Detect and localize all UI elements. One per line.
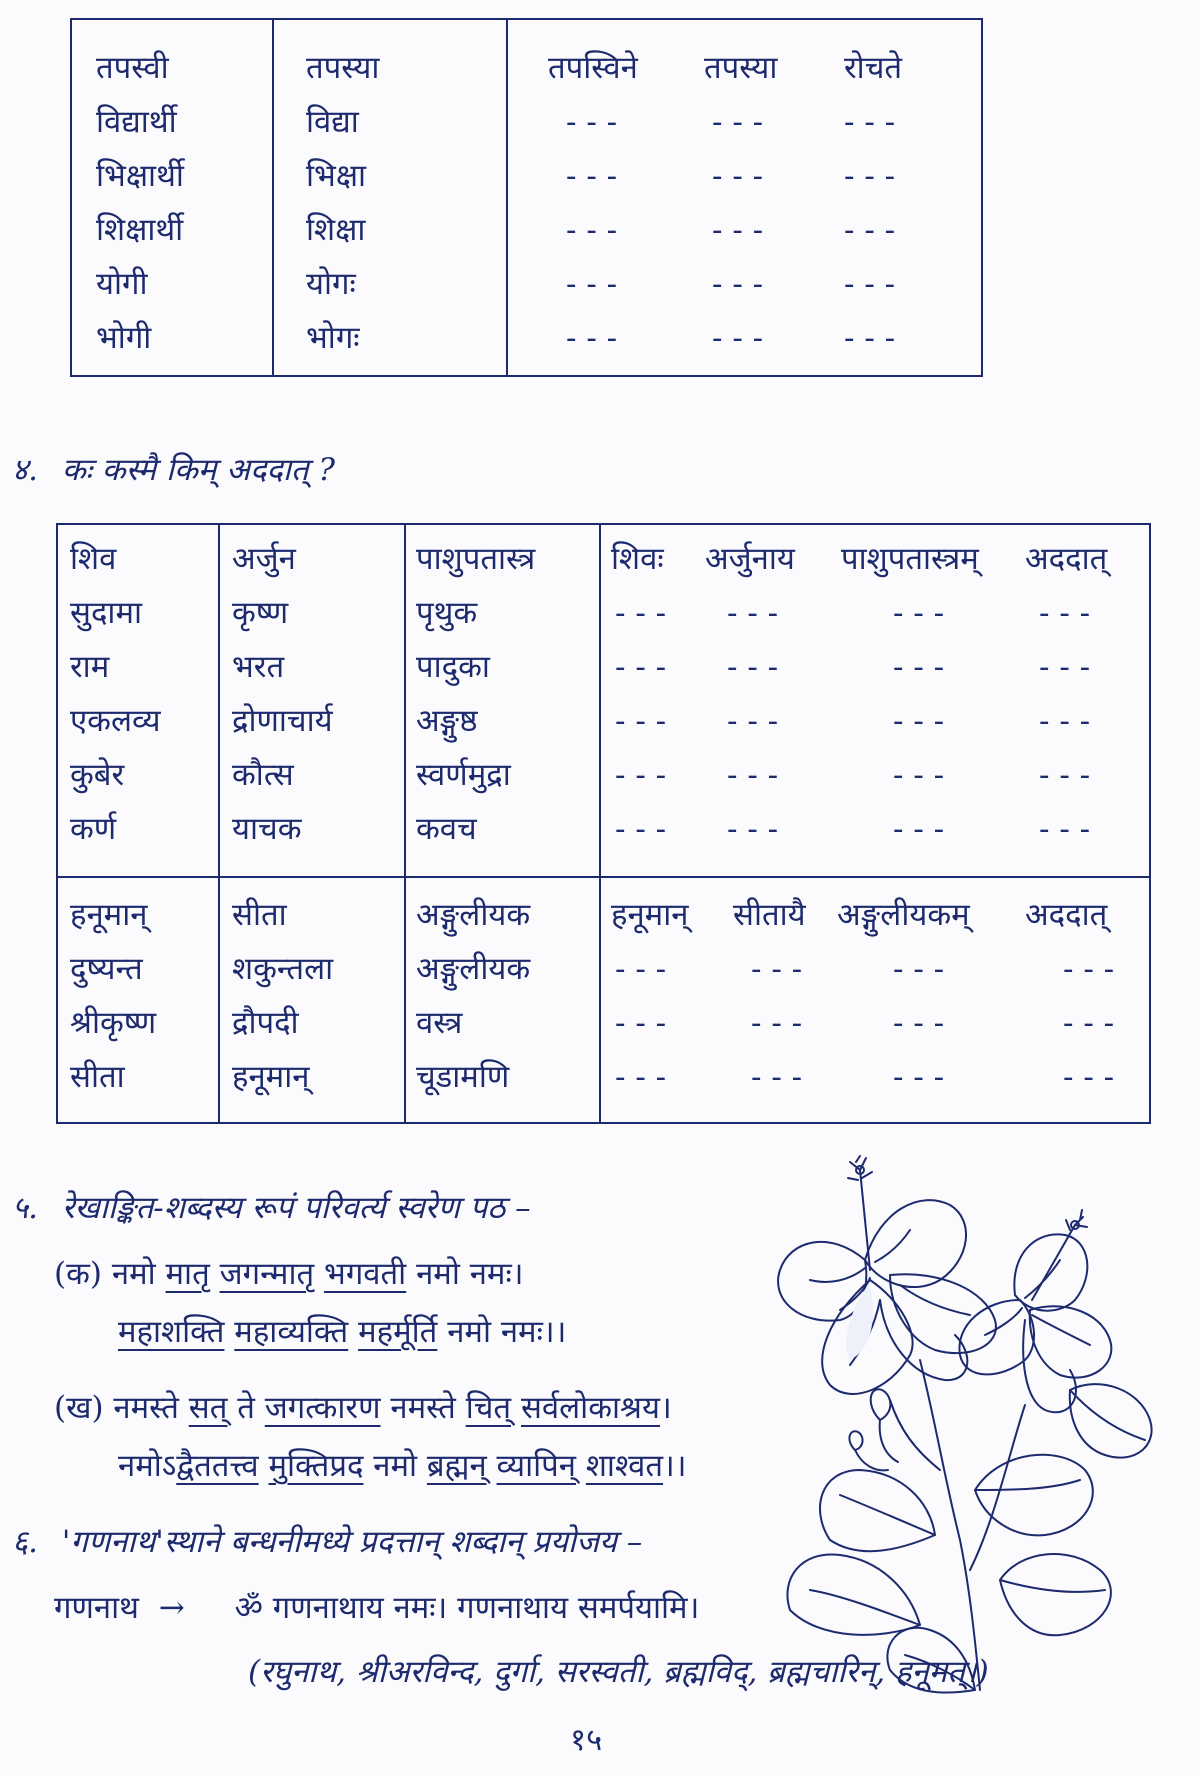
blank: - - - (751, 1059, 803, 1095)
list-item: एकलव्य (70, 703, 161, 739)
blank: - - - (893, 1059, 945, 1095)
blank: - - - (1063, 1059, 1115, 1095)
arrow-right-icon: → (158, 1590, 185, 1626)
blank: - - - (566, 212, 618, 248)
t2-col4 (600, 524, 1150, 1123)
verse-label: (ख) (54, 1390, 104, 1426)
blank: - - - (844, 104, 896, 140)
verse-text: ते (227, 1390, 265, 1426)
list-item: कौत्स (232, 757, 294, 793)
blank: - - - (893, 595, 945, 631)
list-item: द्रौपदी (232, 1005, 299, 1041)
blank: - - - (712, 104, 764, 140)
example-word: अददात् (1025, 897, 1108, 933)
underlined-word: मुक्तिप्रद (268, 1448, 364, 1484)
t2-col3 (405, 524, 600, 1123)
example-word: पाशुपतास्त्रम् (841, 541, 979, 577)
list-item: द्रोणाचार्य (232, 703, 333, 739)
verse-text: नमो (111, 1256, 166, 1292)
verse-text: नमो नमः।। (437, 1314, 567, 1350)
example-word: अर्जुनाय (705, 541, 795, 577)
verse-text (259, 1448, 269, 1484)
blank: - - - (1039, 649, 1091, 685)
blank: - - - (893, 951, 945, 987)
list-item: अङ्गुष्ठ (416, 703, 478, 739)
blank: - - - (712, 212, 764, 248)
blank: - - - (566, 266, 618, 302)
page-number: १५ (570, 1722, 603, 1758)
t1-col1 (71, 19, 273, 376)
t2-col1 (57, 524, 219, 1123)
t1-col2 (273, 19, 507, 376)
verse-text: नमो नमः। (406, 1256, 524, 1292)
list-item: पाशुपतास्त्र (416, 541, 536, 577)
blank: - - - (844, 212, 896, 248)
verse-text: ।। (663, 1448, 687, 1484)
verse-text: । (659, 1390, 672, 1426)
list-item: राम (70, 649, 110, 685)
underlined-word: ब्रह्मन् (426, 1448, 487, 1484)
underlined-word: महर्मूर्ति (358, 1314, 438, 1350)
list-item: शिक्षार्थी (96, 212, 184, 248)
blank: - - - (1063, 951, 1115, 987)
blank: - - - (1039, 595, 1091, 631)
options-line: (रघुनाथ, श्रीअरविन्द, दुर्गा, सरस्वती, ब्रह्मविद्, ब्रह्मचारिन्, हनूमत्।) (248, 1654, 989, 1690)
blank: - - - (893, 649, 945, 685)
blank: - - - (727, 595, 779, 631)
blank: - - - (727, 703, 779, 739)
blank: - - - (844, 266, 896, 302)
blank: - - - (893, 757, 945, 793)
question-number: ५. (12, 1190, 38, 1226)
list-item: पादुका (416, 649, 490, 685)
list-item: दुष्यन्त (70, 951, 143, 987)
list-item: हनूमान् (70, 897, 148, 933)
verse-text: नमस्ते (113, 1390, 189, 1426)
blank: - - - (712, 266, 764, 302)
list-item: शिक्षा (306, 212, 366, 248)
underlined-word: द्वैततत्त्व (176, 1448, 259, 1484)
verse-text (511, 1390, 521, 1426)
verse-text (348, 1314, 358, 1350)
example-word: गणनाथ (54, 1590, 139, 1626)
blank: - - - (844, 320, 896, 356)
blank: - - - (751, 951, 803, 987)
question-6 (12, 1520, 642, 1562)
blank: - - - (615, 649, 667, 685)
list-item: विद्या (306, 104, 359, 140)
blank: - - - (566, 320, 618, 356)
underlined-word: सत् (188, 1390, 228, 1426)
blank: - - - (712, 158, 764, 194)
example-word: तपस्विने (548, 50, 638, 86)
list-item: श्रीकृष्ण (70, 1005, 157, 1041)
blank: - - - (615, 811, 667, 847)
verse-text: नमस्ते (380, 1390, 466, 1426)
blank: - - - (712, 320, 764, 356)
blank: - - - (893, 703, 945, 739)
underlined-word: चित् (465, 1390, 512, 1426)
blank: - - - (893, 1005, 945, 1041)
list-item: अङ्गुलीयक (416, 951, 531, 987)
list-item: चूडामणि (416, 1059, 510, 1095)
verse-text: नमो (363, 1448, 427, 1484)
blank: - - - (615, 703, 667, 739)
question-5 (12, 1186, 531, 1228)
verse-kha-line-1 (54, 1386, 672, 1428)
question-number: ६. (12, 1524, 38, 1560)
hibiscus-illustration (770, 1150, 1190, 1710)
list-item: विद्यार्थी (96, 104, 177, 140)
list-item: सीता (232, 897, 287, 933)
blank: - - - (751, 1005, 803, 1041)
underlined-word: व्यापिन् (496, 1448, 576, 1484)
blank: - - - (566, 158, 618, 194)
underlined-word: जगत्कारण (264, 1390, 381, 1426)
example-word: अङ्गुलीयकम् (837, 897, 970, 933)
verse-text (487, 1448, 497, 1484)
list-item: सुदामा (70, 595, 143, 631)
list-item: सीता (70, 1059, 125, 1095)
list-item: भरत (232, 649, 285, 685)
list-item: याचक (232, 811, 302, 847)
question-text: कः कस्मै किम् अददात् ? (61, 452, 336, 488)
question-number: ४. (12, 452, 38, 488)
blank: - - - (1039, 811, 1091, 847)
blank: - - - (1063, 1005, 1115, 1041)
list-item: अङ्गुलीयक (416, 897, 531, 933)
underlined-word: महाव्यक्ति (234, 1314, 349, 1350)
question-text: 'गणनाथ'स्थाने बन्धनीमध्ये प्रदत्तान् शब्दान् प्रयोजय – (61, 1524, 643, 1560)
list-item: हनूमान् (232, 1059, 310, 1095)
blank: - - - (615, 1005, 667, 1041)
underlined-word: जगन्मातृ (219, 1256, 315, 1292)
list-item: कृष्ण (232, 595, 289, 631)
verse-ka-line-2 (118, 1310, 566, 1352)
list-item: तपस्या (306, 50, 380, 86)
verse-ka-line-1 (54, 1252, 523, 1294)
blank: - - - (844, 158, 896, 194)
verse-text (210, 1256, 220, 1292)
underlined-word: महाशक्ति (118, 1314, 225, 1350)
blank: - - - (615, 757, 667, 793)
list-item: योगः (306, 266, 356, 302)
blank: - - - (615, 595, 667, 631)
verse-text (576, 1448, 586, 1484)
underlined-word: मातृ (165, 1256, 210, 1292)
list-item: कवच (416, 811, 477, 847)
list-item: भिक्षा (306, 158, 367, 194)
example-word: रोचते (844, 50, 903, 86)
list-item: योगी (96, 266, 148, 302)
example-word: शिवः (611, 541, 664, 577)
example-text: ॐ गणनाथाय नमः। गणनाथाय समर्पयामि। (234, 1590, 700, 1626)
blank: - - - (727, 757, 779, 793)
list-item: कुबेर (70, 757, 125, 793)
underlined-word: सर्वलोकाश्रय (520, 1390, 660, 1426)
question-4 (12, 448, 335, 490)
list-item: भोगी (96, 320, 152, 356)
verse-text (314, 1256, 324, 1292)
underlined-word: भगवती (324, 1256, 407, 1292)
blank: - - - (1039, 757, 1091, 793)
t2-col2 (219, 524, 405, 1123)
blank: - - - (727, 649, 779, 685)
verse-label: (क) (54, 1256, 102, 1292)
example-word: हनूमान् (611, 897, 689, 933)
verse-text (224, 1314, 234, 1350)
list-item: कर्ण (70, 811, 117, 847)
list-item: भिक्षार्थी (96, 158, 184, 194)
list-item: शिव (70, 541, 117, 577)
example-line (54, 1586, 699, 1628)
blank: - - - (615, 951, 667, 987)
blank: - - - (615, 1059, 667, 1095)
verse-text: नमोऽ (118, 1448, 177, 1484)
t1-col3 (507, 19, 982, 376)
blank: - - - (566, 104, 618, 140)
list-item: शकुन्तला (232, 951, 334, 987)
example-word: तपस्या (704, 50, 778, 86)
question-text: रेखाङ्कित-शब्दस्य रूपं परिवर्त्य स्वरेण पठ – (61, 1190, 531, 1226)
underlined-word: शाश्वत (585, 1448, 664, 1484)
table-1 (70, 18, 983, 377)
example-word: अददात् (1025, 541, 1108, 577)
list-item: भोगः (306, 320, 360, 356)
list-item: पृथुक (416, 595, 478, 631)
blank: - - - (893, 811, 945, 847)
blank: - - - (727, 811, 779, 847)
example-word: सीतायै (733, 897, 806, 933)
list-item: वस्त्र (416, 1005, 463, 1041)
list-item: स्वर्णमुद्रा (416, 757, 511, 793)
table-2 (56, 523, 1151, 1124)
list-item: तपस्वी (96, 50, 169, 86)
verse-kha-line-2 (118, 1444, 687, 1486)
blank: - - - (1039, 703, 1091, 739)
list-item: अर्जुन (232, 541, 296, 577)
